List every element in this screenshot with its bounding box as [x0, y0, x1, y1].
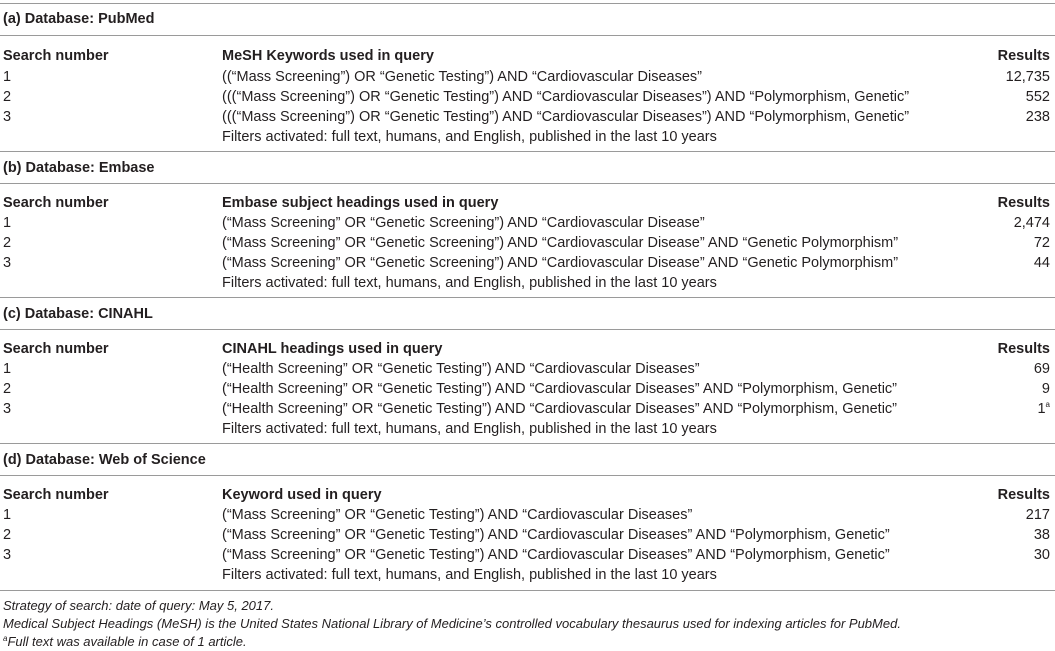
section-title-web-of-science: (d) Database: Web of Science	[3, 452, 206, 468]
header-row	[0, 46, 1055, 66]
table-row	[0, 107, 1055, 127]
col-query: Keyword used in query	[222, 487, 382, 503]
table-row	[0, 525, 1055, 545]
row-number: 3	[3, 255, 12, 271]
filter-text: Filters activated: full text, humans, and English, published in the last 10 years	[222, 275, 717, 291]
filter-text: Filters activated: full text, humans, and English, published in the last 10 years	[222, 567, 717, 583]
row-result: 552	[1025, 89, 1050, 105]
filter-row	[0, 419, 1055, 439]
table-row	[0, 87, 1055, 107]
table-row	[0, 67, 1055, 87]
section-divider	[0, 183, 1055, 184]
section-divider	[0, 475, 1055, 476]
filter-row	[0, 565, 1055, 585]
header-row	[0, 339, 1055, 359]
row-query: ((“Mass Screening”) OR “Genetic Testing”) AND “Cardiovascular Diseases”	[222, 69, 702, 85]
row-query: (“Mass Screening” OR “Genetic Testing”) AND “Cardiovascular Diseases” AND “Polymorphism, Genetic”	[222, 527, 890, 543]
row-number: 1	[3, 69, 12, 85]
col-search-number: Search number	[3, 341, 109, 357]
row-number: 2	[3, 381, 12, 397]
row-query: (((“Mass Screening”) OR “Genetic Testing”) AND “Cardiovascular Diseases”) AND “Polymorphism, Genetic”	[222, 89, 910, 105]
row-query: (“Mass Screening” OR “Genetic Screening”) AND “Cardiovascular Disease” AND “Genetic Polymorphism”	[222, 235, 899, 251]
section-divider	[0, 443, 1055, 444]
col-query: CINAHL headings used in query	[222, 341, 443, 357]
row-number: 3	[3, 547, 12, 563]
header-row	[0, 485, 1055, 505]
row-query: (“Mass Screening” OR “Genetic Testing”) AND “Cardiovascular Diseases” AND “Polymorphism, Genetic”	[222, 547, 890, 563]
row-result: 30	[1033, 547, 1050, 563]
table-row	[0, 505, 1055, 525]
filter-text: Filters activated: full text, humans, and English, published in the last 10 years	[222, 421, 717, 437]
section-title-cinahl: (c) Database: CINAHL	[3, 306, 153, 322]
footnote-strategy: Strategy of search: date of query: May 5, 2017.	[3, 598, 274, 613]
col-results: Results	[997, 487, 1050, 503]
footnote-mesh: Medical Subject Headings (MeSH) is the United States National Library of Medicine’s controlled vocabulary thesaurus used for indexing articles for PubMed.	[3, 616, 901, 631]
row-result: 9	[1041, 381, 1050, 397]
row-result: 2,474	[1013, 215, 1050, 231]
row-query: (“Health Screening” OR “Genetic Testing”) AND “Cardiovascular Diseases” AND “Polymorphism, Genetic”	[222, 381, 898, 397]
section-divider	[0, 151, 1055, 152]
row-query: (“Mass Screening” OR “Genetic Testing”) AND “Cardiovascular Diseases”	[222, 507, 693, 523]
filter-row	[0, 127, 1055, 147]
section-divider	[0, 329, 1055, 330]
row-result: 72	[1033, 235, 1050, 251]
table-row	[0, 213, 1055, 233]
table-row	[0, 233, 1055, 253]
table-row	[0, 545, 1055, 565]
row-query: (“Mass Screening” OR “Genetic Screening”) AND “Cardiovascular Disease”	[222, 215, 705, 231]
filter-row	[0, 273, 1055, 293]
row-number: 1	[3, 215, 12, 231]
row-query: (“Health Screening” OR “Genetic Testing”) AND “Cardiovascular Diseases” AND “Polymorphism, Genetic”	[222, 401, 898, 417]
row-result: 12,735	[1005, 69, 1050, 85]
row-query: (((“Mass Screening”) OR “Genetic Testing”) AND “Cardiovascular Diseases”) AND “Polymorphism, Genetic”	[222, 109, 910, 125]
col-results: Results	[997, 341, 1050, 357]
col-search-number: Search number	[3, 487, 109, 503]
col-results: Results	[997, 195, 1050, 211]
row-result: 69	[1033, 361, 1050, 377]
section-title-embase: (b) Database: Embase	[3, 160, 155, 176]
row-number: 3	[3, 401, 12, 417]
table-row	[0, 253, 1055, 273]
table-bottom-rule	[0, 590, 1055, 591]
section-divider	[0, 297, 1055, 298]
row-number: 1	[3, 507, 12, 523]
col-query: Embase subject headings used in query	[222, 195, 499, 211]
section-title-pubmed: (a) Database: PubMed	[3, 11, 155, 27]
table-row	[0, 379, 1055, 399]
row-number: 2	[3, 235, 12, 251]
header-row	[0, 193, 1055, 213]
row-result: 238	[1025, 109, 1050, 125]
filter-text: Filters activated: full text, humans, and English, published in the last 10 years	[222, 129, 717, 145]
section-divider	[0, 35, 1055, 36]
row-result: 38	[1033, 527, 1050, 543]
col-results: Results	[997, 48, 1050, 64]
row-query: (“Mass Screening” OR “Genetic Screening”) AND “Cardiovascular Disease” AND “Genetic Polymorphism”	[222, 255, 899, 271]
col-search-number: Search number	[3, 195, 109, 211]
row-result: 217	[1025, 507, 1050, 523]
col-search-number: Search number	[3, 48, 109, 64]
table-row	[0, 359, 1055, 379]
table-row	[0, 399, 1055, 419]
row-number: 3	[3, 109, 12, 125]
table-top-rule	[0, 3, 1055, 4]
row-number: 1	[3, 361, 12, 377]
footnote-a-marker: a	[3, 634, 8, 643]
row-result: 1$^a$	[1037, 400, 1050, 417]
row-result: 44	[1033, 255, 1050, 271]
footnote-a-text: Full text was available in case of 1 article.	[7, 634, 247, 649]
footnote-a	[3, 633, 247, 651]
row-number: 2	[3, 89, 12, 105]
col-query: MeSH Keywords used in query	[222, 48, 434, 64]
row-query: (“Health Screening” OR “Genetic Testing”) AND “Cardiovascular Diseases”	[222, 361, 700, 377]
row-number: 2	[3, 527, 12, 543]
footnote-marker: a	[1045, 400, 1050, 409]
